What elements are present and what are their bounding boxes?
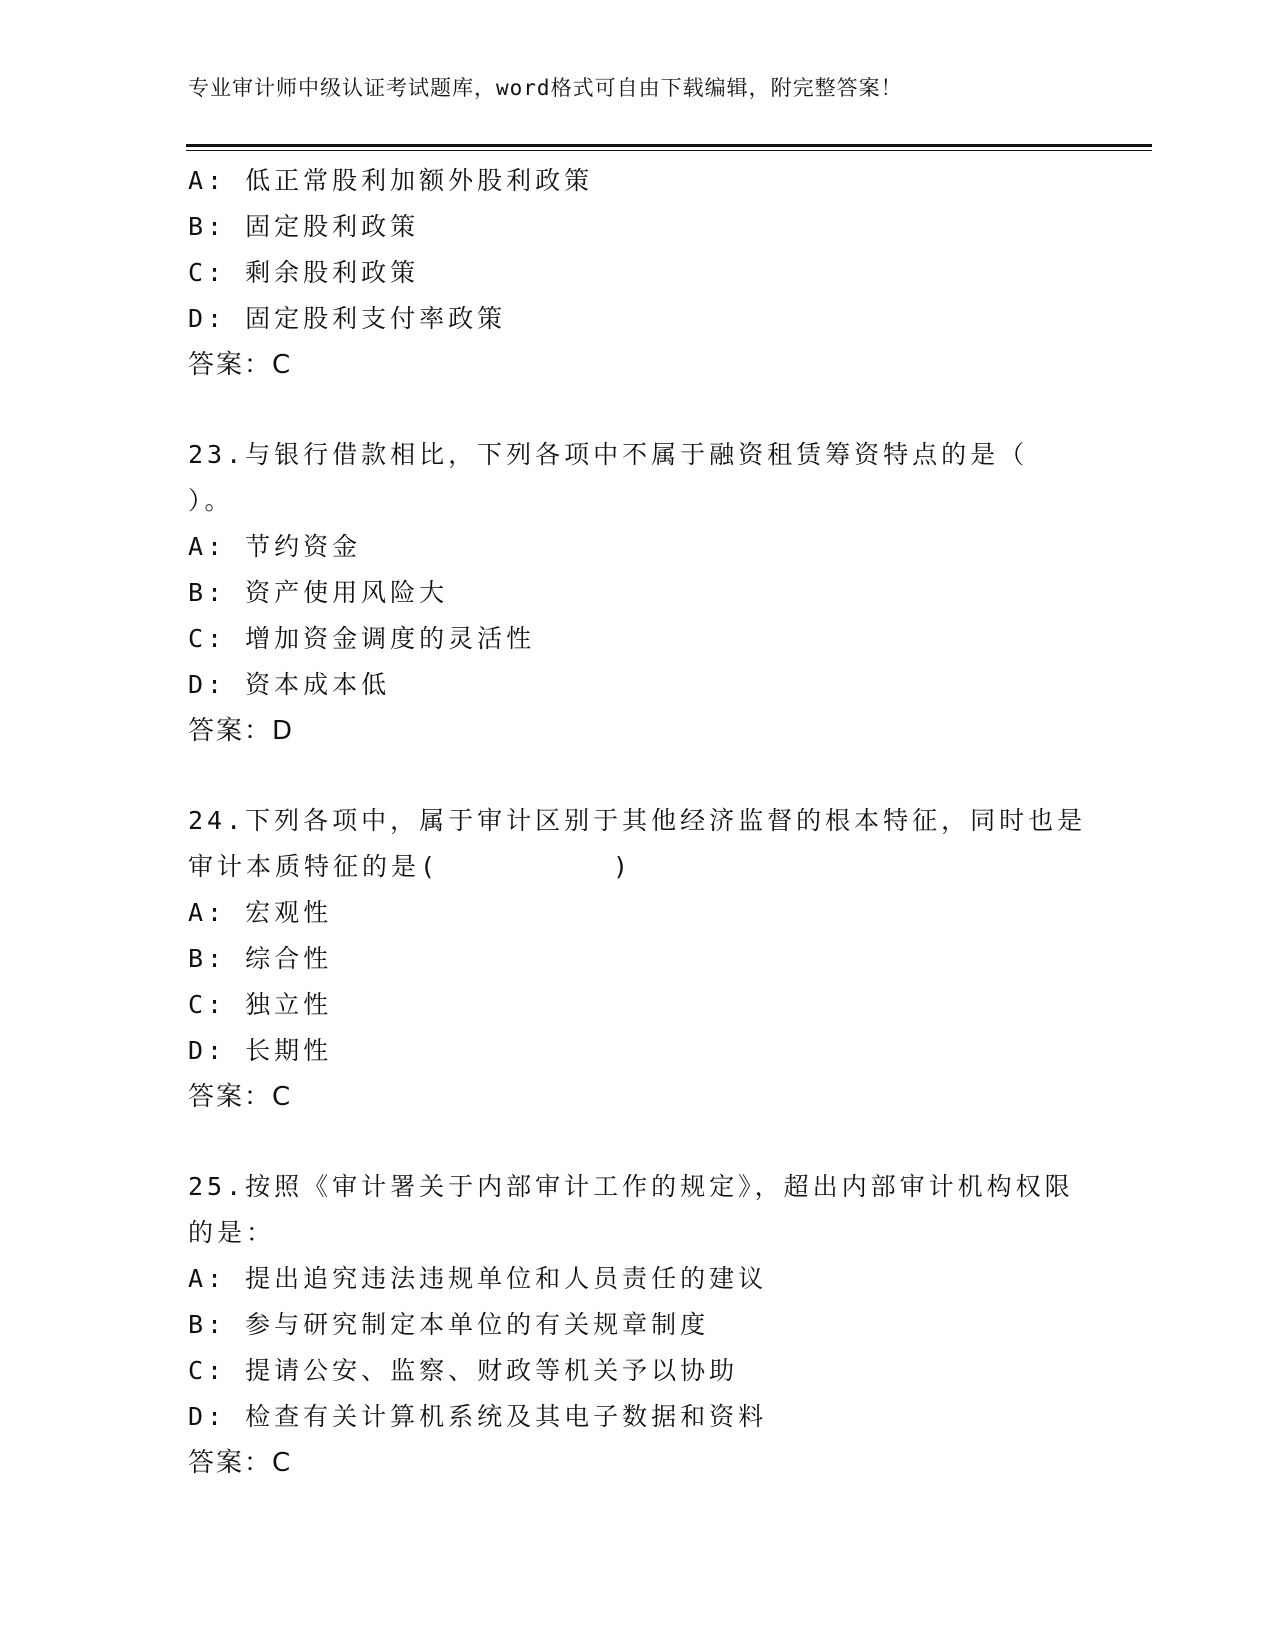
header-rule-thick bbox=[186, 144, 1152, 147]
question-block bbox=[188, 798, 1088, 1120]
question-stem-line: 25.按照《审计署关于内部审计工作的规定》，超出内部审计机构权限 bbox=[188, 1172, 1074, 1201]
question-block bbox=[188, 1164, 1088, 1486]
question-block bbox=[188, 432, 1088, 754]
question-list bbox=[188, 158, 1088, 1486]
answer-line: 答案：C bbox=[188, 1448, 293, 1478]
page-header: 专业审计师中级认证考试题库，word格式可自由下载编辑，附完整答案！ bbox=[188, 76, 903, 100]
option-b: B: 综合性 bbox=[188, 944, 333, 973]
option-d: D: 检查有关计算机系统及其电子数据和资料 bbox=[188, 1402, 768, 1431]
question-stem-line: 的是： bbox=[188, 1218, 276, 1247]
option-c: C: 剩余股利政策 bbox=[188, 258, 420, 287]
option-c: C: 增加资金调度的灵活性 bbox=[188, 624, 536, 653]
option-b: B: 资产使用风险大 bbox=[188, 578, 449, 607]
option-c: C: 独立性 bbox=[188, 990, 333, 1019]
header-rule-thin bbox=[186, 150, 1152, 151]
option-a: A: 宏观性 bbox=[188, 898, 333, 927]
option-b: B: 固定股利政策 bbox=[188, 212, 420, 241]
question-stem-line: ）。 bbox=[188, 486, 234, 515]
option-c: C: 提请公安、监察、财政等机关予以协助 bbox=[188, 1356, 739, 1385]
option-d: D: 长期性 bbox=[188, 1036, 333, 1065]
option-a: A: 低正常股利加额外股利政策 bbox=[188, 166, 594, 195]
option-b: B: 参与研究制定本单位的有关规章制度 bbox=[188, 1310, 710, 1339]
question-stem-line: 23.与银行借款相比，下列各项中不属于融资租赁筹资特点的是（ bbox=[188, 440, 1029, 469]
question-block bbox=[188, 158, 1088, 388]
answer-line: 答案：D bbox=[188, 716, 295, 746]
option-a: A: 提出追究违法违规单位和人员责任的建议 bbox=[188, 1264, 768, 1293]
question-stem-line: 审计本质特征的是( ) bbox=[188, 852, 633, 881]
option-d: D: 资本成本低 bbox=[188, 670, 391, 699]
answer-line: 答案：C bbox=[188, 350, 293, 380]
question-stem-line: 24.下列各项中，属于审计区别于其他经济监督的根本特征，同时也是 bbox=[188, 806, 1087, 835]
option-a: A: 节约资金 bbox=[188, 532, 362, 561]
option-d: D: 固定股利支付率政策 bbox=[188, 304, 507, 333]
answer-line: 答案：C bbox=[188, 1082, 293, 1112]
